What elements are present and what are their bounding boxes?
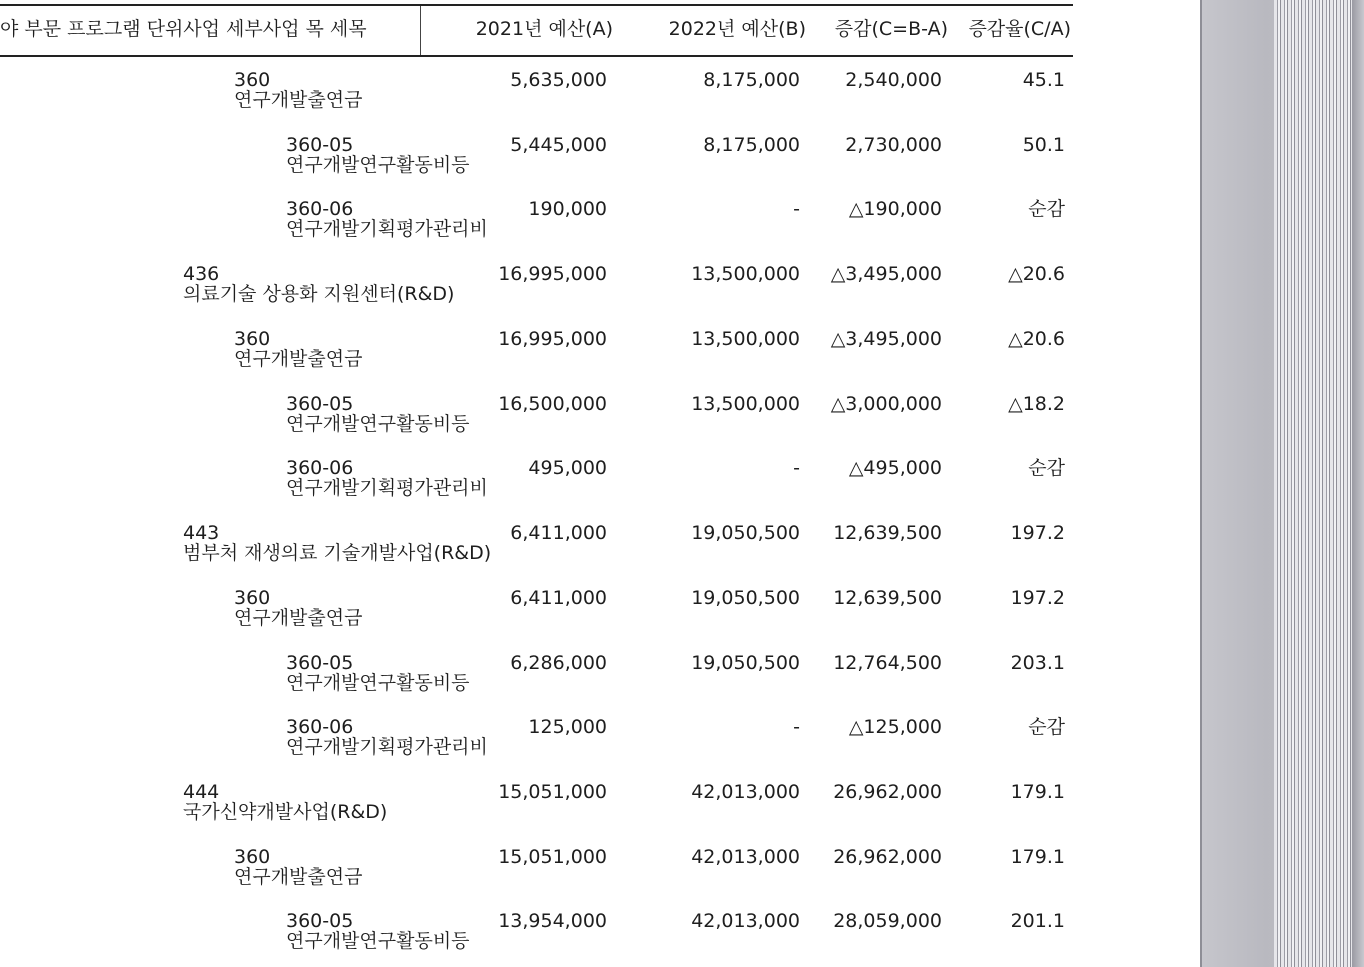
row-name: 연구개발연구활동비등	[286, 672, 470, 694]
row-rate: 45.1	[1022, 69, 1065, 91]
row-budget-2021: 495,000	[528, 457, 607, 479]
row-name: 연구개발출연금	[234, 607, 363, 629]
row-budget-2021: 125,000	[528, 716, 607, 738]
row-budget-2022: 19,050,500	[691, 522, 800, 544]
row-name: 국가신약개발사업(R&D)	[183, 801, 388, 823]
row-budget-2022: 42,013,000	[691, 910, 800, 932]
row-name: 연구개발연구활동비등	[286, 930, 470, 952]
page-stack-shadow	[1352, 0, 1364, 967]
row-rate: 201.1	[1010, 910, 1065, 932]
row-change: △495,000	[848, 457, 942, 479]
row-change: 26,962,000	[833, 846, 942, 868]
row-change: 28,059,000	[833, 910, 942, 932]
row-rate: 197.2	[1010, 522, 1065, 544]
row-budget-2022: 8,175,000	[703, 69, 800, 91]
row-name: 연구개발연구활동비등	[286, 154, 470, 176]
row-budget-2022: 13,500,000	[691, 393, 800, 415]
row-rate: △20.6	[1008, 328, 1065, 350]
row-code: 360-05	[286, 134, 354, 156]
row-rate: 순감	[1028, 716, 1065, 738]
table-row	[0, 186, 1080, 250]
row-code: 443	[183, 522, 220, 544]
row-budget-2022: 42,013,000	[691, 781, 800, 803]
row-name: 범부처 재생의료 기술개발사업(R&D)	[183, 542, 492, 564]
table-row	[0, 898, 1080, 962]
row-name: 연구개발연구활동비등	[286, 413, 470, 435]
row-budget-2021: 16,500,000	[498, 393, 607, 415]
row-budget-2022: 19,050,500	[691, 652, 800, 674]
table-row	[0, 316, 1080, 380]
table-row	[0, 704, 1080, 768]
table-row	[0, 510, 1080, 574]
row-rate: 50.1	[1022, 134, 1065, 156]
row-budget-2021: 6,411,000	[510, 522, 607, 544]
row-change: △125,000	[848, 716, 942, 738]
row-rate: △20.6	[1008, 263, 1065, 285]
row-change: 2,730,000	[845, 134, 942, 156]
row-code: 444	[183, 781, 220, 803]
row-budget-2022: 8,175,000	[703, 134, 800, 156]
row-rate: 179.1	[1010, 781, 1065, 803]
row-budget-2022: 13,500,000	[691, 263, 800, 285]
header-budget-2021: 2021년 예산(A)	[475, 18, 613, 40]
row-code: 360-05	[286, 652, 354, 674]
row-name: 연구개발출연금	[234, 866, 363, 888]
row-budget-2021: 16,995,000	[498, 328, 607, 350]
table-row	[0, 57, 1080, 121]
row-budget-2021: 15,051,000	[498, 846, 607, 868]
table-row	[0, 122, 1080, 186]
table-row	[0, 834, 1080, 898]
row-budget-2021: 190,000	[528, 198, 607, 220]
row-budget-2022: -	[793, 198, 800, 220]
row-name: 의료기술 상용화 지원센터(R&D)	[183, 283, 455, 305]
row-code: 360	[234, 69, 271, 91]
row-budget-2022: -	[793, 716, 800, 738]
table-row	[0, 640, 1080, 704]
table-row	[0, 251, 1080, 315]
row-rate: 순감	[1028, 198, 1065, 220]
row-budget-2022: 19,050,500	[691, 587, 800, 609]
row-change: △3,495,000	[830, 263, 942, 285]
row-budget-2021: 5,635,000	[510, 69, 607, 91]
row-name: 연구개발출연금	[234, 348, 363, 370]
row-name: 연구개발기획평가관리비	[286, 736, 488, 758]
header-change-rate: 증감율(C/A)	[968, 18, 1071, 40]
row-budget-2022: 13,500,000	[691, 328, 800, 350]
row-budget-2021: 15,051,000	[498, 781, 607, 803]
header-budget-2022: 2022년 예산(B)	[668, 18, 806, 40]
row-change: 12,639,500	[833, 587, 942, 609]
row-name: 연구개발출연금	[234, 89, 363, 111]
viewer-page-edge	[1200, 0, 1202, 967]
row-change: 26,962,000	[833, 781, 942, 803]
table-row	[0, 381, 1080, 445]
row-rate: 197.2	[1010, 587, 1065, 609]
table-row	[0, 769, 1080, 833]
row-change: 12,639,500	[833, 522, 942, 544]
table-row	[0, 445, 1080, 509]
row-name: 연구개발기획평가관리비	[286, 218, 488, 240]
row-budget-2022: -	[793, 457, 800, 479]
row-rate: 179.1	[1010, 846, 1065, 868]
row-budget-2021: 13,954,000	[498, 910, 607, 932]
row-code: 360-06	[286, 198, 354, 220]
row-name: 연구개발기획평가관리비	[286, 477, 488, 499]
row-change: △190,000	[848, 198, 942, 220]
page-stack-edges	[1274, 0, 1352, 967]
row-code: 360	[234, 587, 271, 609]
header-column-divider	[420, 6, 421, 55]
row-code: 360	[234, 328, 271, 350]
row-code: 360-06	[286, 457, 354, 479]
row-budget-2021: 6,286,000	[510, 652, 607, 674]
row-rate: △18.2	[1008, 393, 1065, 415]
row-code: 360-05	[286, 910, 354, 932]
row-code: 360	[234, 846, 271, 868]
table-top-rule	[0, 4, 1073, 6]
row-budget-2021: 6,411,000	[510, 587, 607, 609]
header-change: 증감(C=B-A)	[834, 18, 948, 40]
row-budget-2022: 42,013,000	[691, 846, 800, 868]
row-change: △3,000,000	[830, 393, 942, 415]
row-budget-2021: 5,445,000	[510, 134, 607, 156]
row-code: 360-05	[286, 393, 354, 415]
row-rate: 203.1	[1010, 652, 1065, 674]
row-change: 2,540,000	[845, 69, 942, 91]
header-classification: 야 부문 프로그램 단위사업 세부사업 목 세목	[0, 18, 367, 40]
row-code: 360-06	[286, 716, 354, 738]
row-code: 436	[183, 263, 220, 285]
table-row	[0, 575, 1080, 639]
row-rate: 순감	[1028, 457, 1065, 479]
row-change: 12,764,500	[833, 652, 942, 674]
row-change: △3,495,000	[830, 328, 942, 350]
row-budget-2021: 16,995,000	[498, 263, 607, 285]
